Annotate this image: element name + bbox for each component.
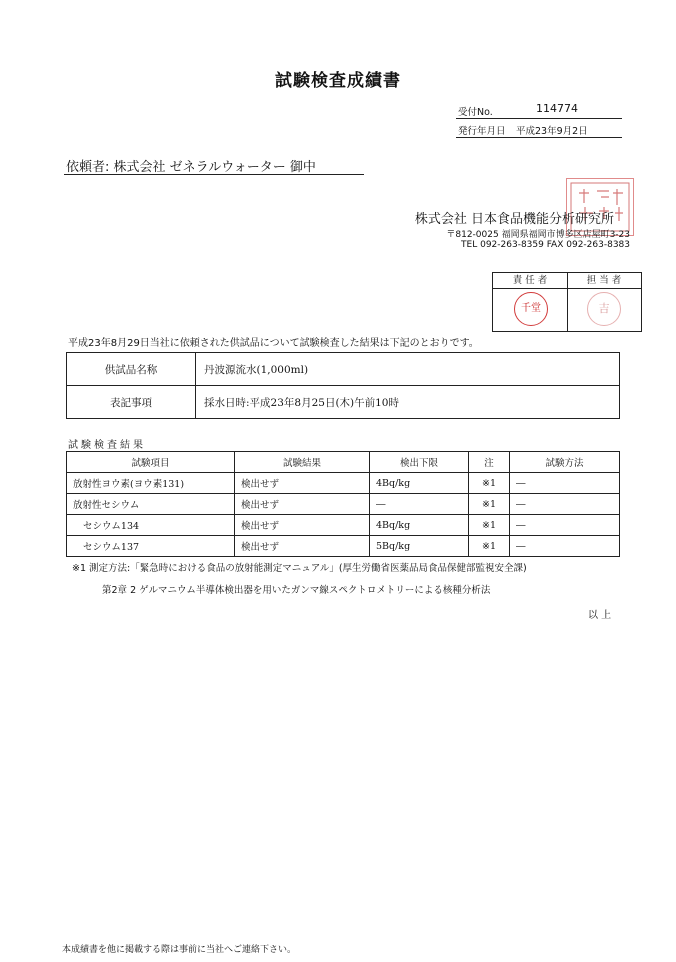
- client-underline: [64, 174, 364, 175]
- intro-text: 平成23年8月29日当社に依頼された供試品について試験検査した結果は下記のとおりです。: [68, 338, 479, 349]
- table-row: [67, 473, 620, 494]
- result-method: ―: [510, 473, 620, 494]
- issue-date: 平成23年9月2日: [516, 126, 588, 137]
- result-limit: 4Bq/kg: [370, 515, 469, 536]
- result-method: ―: [510, 494, 620, 515]
- sample-notes-label: 表記事項: [67, 386, 196, 419]
- result-value: 検出せず: [235, 473, 370, 494]
- result-value: 検出せず: [235, 494, 370, 515]
- result-method: ―: [510, 536, 620, 557]
- signature-divider: [567, 288, 568, 331]
- signature-box: [492, 272, 642, 332]
- col-header-note: 注: [469, 452, 510, 473]
- result-method: ―: [510, 515, 620, 536]
- results-section-title: 試験検査結果: [68, 440, 146, 451]
- issue-date-label: 発行年月日: [458, 126, 506, 137]
- result-item: セシウム137: [67, 536, 235, 557]
- sample-notes-row: [67, 386, 620, 419]
- client-name: 依頼者: 株式会社 ゼネラルウォーター 御中: [66, 160, 316, 175]
- lab-name: 株式会社 日本食品機能分析研究所: [414, 212, 614, 227]
- receipt-label: 受付No.: [458, 107, 493, 118]
- result-note: ※1: [469, 536, 510, 557]
- receipt-number: 114774: [536, 102, 578, 115]
- method-note: ※1 測定方法:「緊急時における食品の放射能測定マニュアル」(厚生労働省医薬品局食品保健部監視安全課): [72, 563, 527, 574]
- result-item: 放射性セシウム: [67, 494, 235, 515]
- col-header-limit: 検出下限: [370, 452, 469, 473]
- issue-underline: [456, 137, 622, 138]
- table-row: [67, 515, 620, 536]
- table-row: [67, 536, 620, 557]
- lab-address: 〒812-0025 福岡県福岡市博多区店屋町3-23: [446, 230, 630, 240]
- result-note: ※1: [469, 494, 510, 515]
- result-value: 検出せず: [235, 536, 370, 557]
- results-table: [66, 451, 620, 557]
- sample-name-row: [67, 353, 620, 386]
- responsible-header: 責 任 者: [493, 273, 568, 289]
- person-header: 担 当 者: [567, 273, 641, 289]
- table-row: [67, 494, 620, 515]
- lab-phone: TEL 092-263-8359 FAX 092-263-8383: [461, 240, 630, 250]
- method-note-chapter: 第2章 2 ゲルマニウム半導体検出器を用いたガンマ線スペクトロメトリーによる核種分析法: [102, 585, 491, 596]
- col-header-result: 試験結果: [235, 452, 370, 473]
- receipt-underline: [456, 118, 622, 119]
- results-header-row: [67, 452, 620, 473]
- end-mark: 以 上: [588, 610, 612, 621]
- col-header-method: 試験方法: [510, 452, 620, 473]
- result-item: セシウム134: [67, 515, 235, 536]
- responsible-seal: 千堂: [514, 292, 548, 326]
- result-note: ※1: [469, 515, 510, 536]
- result-limit: 4Bq/kg: [370, 473, 469, 494]
- result-item: 放射性ヨウ素(ヨウ素131): [67, 473, 235, 494]
- col-header-item: 試験項目: [67, 452, 235, 473]
- person-seal: 吉: [587, 292, 621, 326]
- sample-notes-value: 採水日時:平成23年8月25日(木)午前10時: [196, 386, 620, 419]
- sample-name-label: 供試品名称: [67, 353, 196, 386]
- document-title: 試験検査成績書: [275, 71, 401, 91]
- result-note: ※1: [469, 473, 510, 494]
- sample-table: [66, 352, 620, 419]
- footer-notice: 本成績書を他に掲載する際は事前に当社へご連絡下さい。: [62, 945, 297, 955]
- sample-name-value: 丹波源流水(1,000ml): [196, 353, 620, 386]
- result-limit: ―: [370, 494, 469, 515]
- result-value: 検出せず: [235, 515, 370, 536]
- result-limit: 5Bq/kg: [370, 536, 469, 557]
